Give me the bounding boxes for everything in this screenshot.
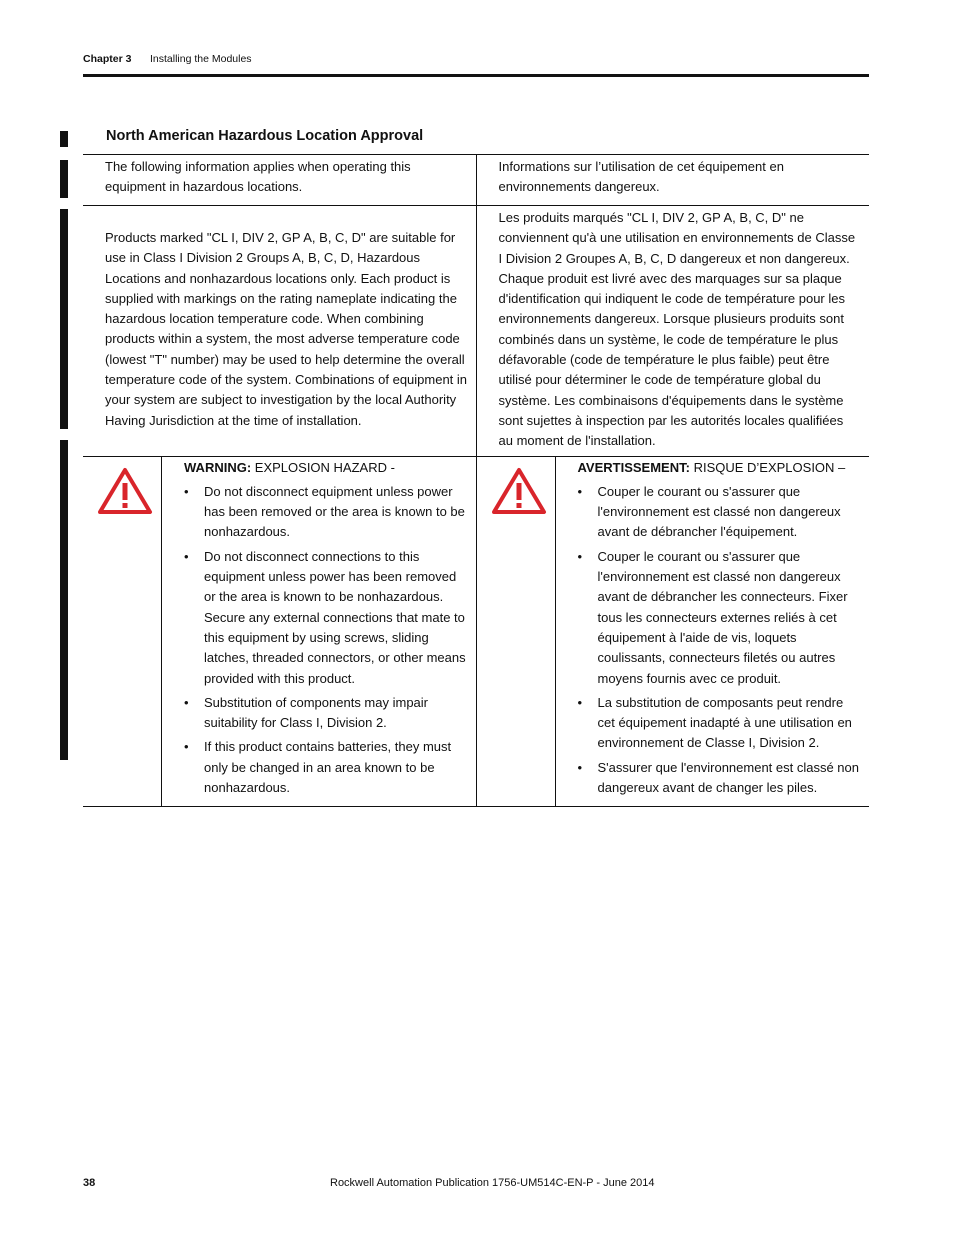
warning-english-text [162,457,476,807]
section-title: North American Hazardous Location Approval [106,128,424,144]
warning-icon-cell [83,457,162,807]
warning-row [83,456,869,807]
warning-triangle-icon [491,467,547,515]
warning-title: EXPLOSION HAZARD - [254,459,395,475]
warning-title: RISQUE D’EXPLOSION – [693,459,846,475]
warning-english-cell [83,456,476,807]
intro-row [83,155,869,206]
list-item: • La substitution de composants peut rendre cet équipement inadapté à une utilisation en environnement de Classe I, Division 2. [578,693,864,754]
body-english: Products marked "CL I, DIV 2, GP A, B, C, D" are suitable for use in Class I Division 2 Groups A, B, C, D, Hazardous Locations and nonhazardous locations only. Each product is supplied with markings on the rating nameplate indicating the hazardous location temperature code. When combining products within a system, the most adverse temperature code (lowest "T" number) may be used to help determine the overall temperature code of the system. Combinations of equipment in your system are subject to investigation by the local Authority Having Jurisdiction at the time of installation. [83,206,476,457]
list-item: • Couper le courant ou s'assurer que l'environnement est classé non dangereux avant de débrancher les connecteurs. Fixer tous les connecteurs externes reliés à cet équipement à l'aide de vis, loquets coulissants, connecteurs filetés ou autres moyens fournis avec ce produit. [578,547,864,689]
list-item: • If this product contains batteries, they must only be changed in an area known to be nonhazardous. [184,737,470,798]
warning-heading [184,458,470,478]
running-header [83,53,252,65]
body-french: Les produits marqués "CL I, DIV 2, GP A, B, C, D" ne conviennent qu'à une utilisation en environnements de Classe I Division 2 Groupes A, B, C, D dangereux et non dangereux. Chaque produit est livré avec des marquages sur sa plaque d'identification qui indiquent le code de température pour les environnements dangereux. Lorsque plusieurs produits sont combinés dans un système, le code de température le plus défavorable (code de température le plus faible) peut être utilisé pour déterminer le code de température global du système. Les combinaisons d'équipements dans le système sont sujettes à inspection par les autorités locales qualifiées au moment de l'installation. [476,206,869,457]
list-item: • Couper le courant ou s'assurer que l'environnement est classé non dangereux avant de débrancher l'équipement. [578,482,864,543]
list-item: • Do not disconnect connections to this equipment unless power has been removed or the area is known to be nonhazardous. Secure any external connections that mate to this equipment by using screws, sliding latches, threaded connectors, or other means provided with this product. [184,547,470,689]
body-row [83,206,869,457]
list-item: • Substitution of components may impair suitability for Class I, Division 2. [184,693,470,734]
list-item: • Do not disconnect equipment unless power has been removed or the area is known to be nonhazardous. [184,482,470,543]
warning-label: AVERTISSEMENT: [577,459,690,475]
page-number: 38 [83,1177,96,1189]
warning-list [578,482,864,798]
change-bar [60,440,68,760]
chapter-title: Installing the Modules [150,53,252,65]
hazardous-location-table [83,154,869,807]
publication-info: Rockwell Automation Publication 1756-UM514C-EN-P - June 2014 [330,1177,655,1189]
change-bar [60,131,68,147]
change-bar [60,209,68,429]
list-item: • S'assurer que l'environnement est classé non dangereux avant de changer les piles. [578,758,864,799]
warning-list [184,482,470,798]
warning-french-text [556,457,870,807]
warning-label: WARNING: [184,459,252,475]
intro-english: The following information applies when operating this equipment in hazardous locations. [83,155,476,206]
warning-heading [578,458,864,478]
warning-icon-cell [477,457,556,807]
chapter-label: Chapter 3 [83,53,132,65]
change-bar [60,160,68,198]
warning-french-cell [476,456,869,807]
warning-triangle-icon [97,467,153,515]
intro-french: Informations sur l’utilisation de cet équipement en environnements dangereux. [476,155,869,206]
header-rule [83,74,869,77]
